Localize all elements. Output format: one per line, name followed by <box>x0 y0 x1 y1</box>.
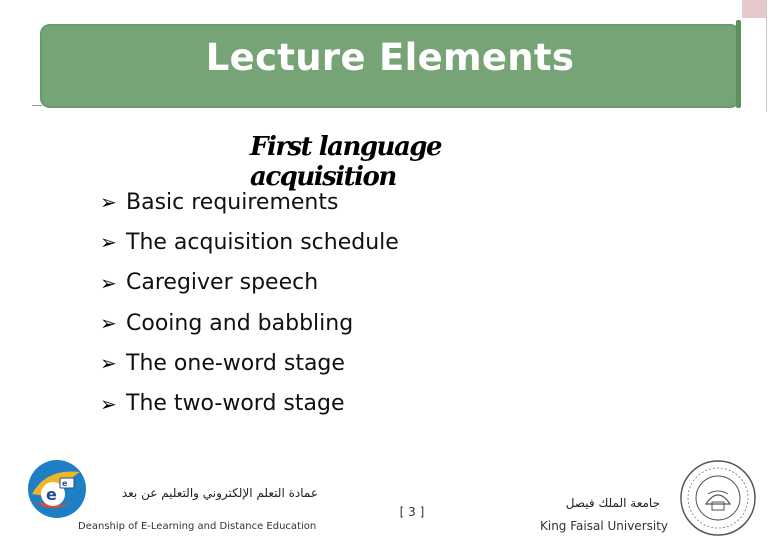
arrow-bullet-icon: ➢ <box>100 190 117 215</box>
elearning-logo-icon <box>26 458 88 520</box>
slide-title: Lecture Elements <box>205 36 575 79</box>
arrow-bullet-icon: ➢ <box>100 391 117 416</box>
svg-text:e: e <box>62 479 68 488</box>
bullet-list <box>100 182 399 424</box>
bullet-item <box>100 182 399 222</box>
university-seal-icon <box>678 458 758 538</box>
bullet-text: The two-word stage <box>126 391 345 417</box>
arrow-bullet-icon: ➢ <box>100 230 117 255</box>
svg-text:e: e <box>46 485 57 504</box>
university-english-name: King Faisal University <box>540 519 669 533</box>
deanship-english-name: Deanship of E-Learning and Distance Education <box>78 521 317 532</box>
right-edge-rule <box>766 0 767 112</box>
bullet-text: Basic requirements <box>126 189 339 215</box>
university-arabic-name: جامعة الملك فيصل <box>565 496 660 510</box>
arrow-bullet-icon: ➢ <box>100 270 117 295</box>
deanship-arabic-name: عمادة التعلم الإلكتروني والتعليم عن بعد <box>121 486 318 500</box>
bullet-item <box>100 263 399 303</box>
bullet-item <box>100 222 399 262</box>
corner-accent <box>742 0 766 18</box>
bullet-text: Cooing and babbling <box>126 310 354 336</box>
bullet-item <box>100 383 399 423</box>
arrow-bullet-icon: ➢ <box>100 311 117 336</box>
bullet-text: The one-word stage <box>126 350 345 376</box>
bullet-text: The acquisition schedule <box>126 229 399 255</box>
bullet-item <box>100 343 399 383</box>
arrow-bullet-icon: ➢ <box>100 351 117 376</box>
bullet-item <box>100 303 399 343</box>
slide-subtitle: First language acquisition <box>250 132 442 192</box>
page-number: [ 3 ] <box>399 505 425 519</box>
bullet-text: Caregiver speech <box>126 270 319 296</box>
left-tick-mark <box>32 105 42 106</box>
